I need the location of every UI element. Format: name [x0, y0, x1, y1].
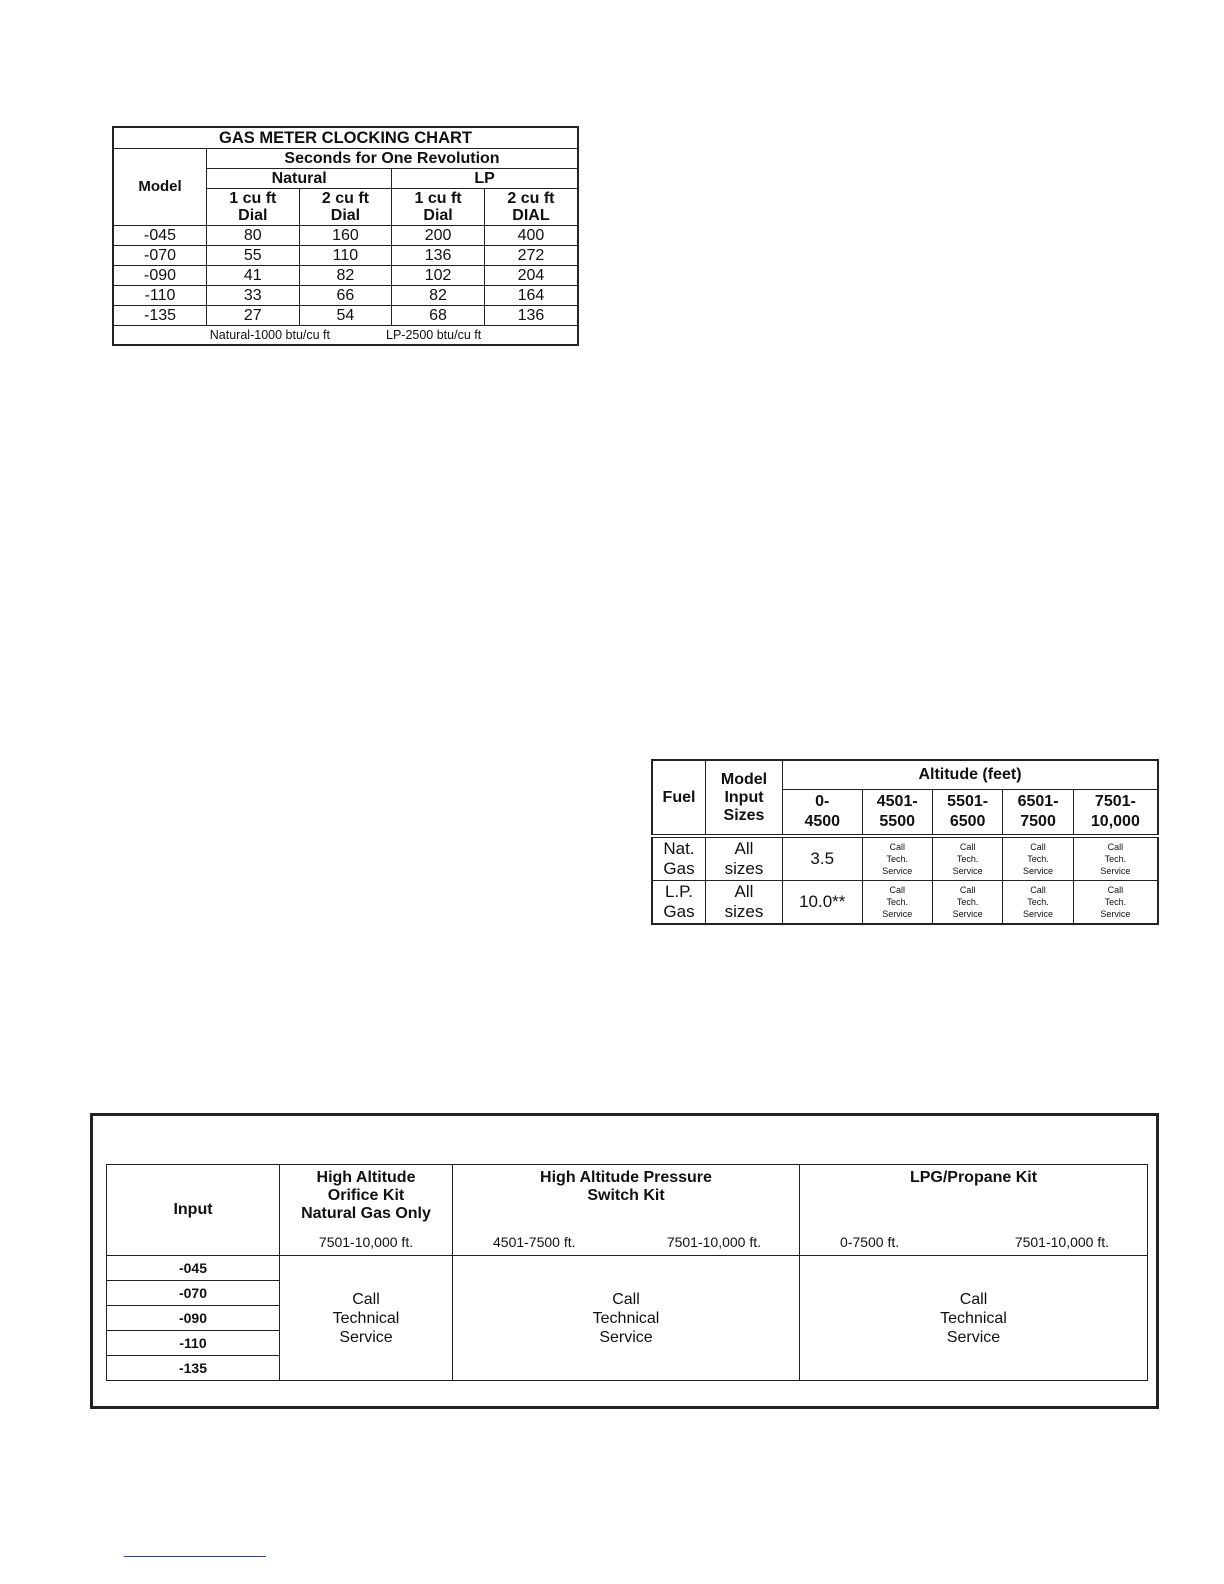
value-cell: 66 — [299, 286, 392, 306]
model-cell: -110 — [113, 286, 207, 306]
input-cell: -090 — [107, 1306, 280, 1331]
natural-btu-note: Natural-1000 btu/cu ft — [209, 328, 330, 342]
lp-btu-note: LP-2500 btu/cu ft — [386, 328, 482, 342]
value-cell: 136 — [392, 246, 485, 266]
high-altitude-kit-table — [106, 1164, 1148, 1381]
table-row — [113, 286, 578, 306]
altitude-range-header: 0- 4500 — [783, 790, 863, 837]
table-row — [113, 266, 578, 286]
dial-header: 2 cu ft Dial — [299, 189, 392, 226]
input-cell: -110 — [107, 1331, 280, 1356]
call-tech-service: Call Tech. Service — [862, 880, 932, 924]
pressure-value: 10.0** — [783, 880, 863, 924]
input-cell: -045 — [107, 1256, 280, 1281]
table-row — [652, 836, 1158, 880]
value-cell: 55 — [207, 246, 300, 266]
fuel-cell: L.P. Gas — [652, 880, 706, 924]
chart-title: GAS METER CLOCKING CHART — [113, 127, 578, 149]
model-input-sizes-header: Model Input Sizes — [706, 760, 783, 836]
lp-header: LP — [392, 169, 578, 189]
table-row — [113, 226, 578, 246]
value-cell: 136 — [484, 306, 578, 326]
value-cell: 102 — [392, 266, 485, 286]
input-cell: -070 — [107, 1281, 280, 1306]
value-cell: 164 — [484, 286, 578, 306]
call-technical-service: Call Technical Service — [280, 1256, 453, 1381]
call-tech-service: Call Tech. Service — [1073, 836, 1158, 880]
model-cell: -135 — [113, 306, 207, 326]
value-cell: 82 — [299, 266, 392, 286]
value-cell: 160 — [299, 226, 392, 246]
pressure-switch-kit-header: High Altitude Pressure Switch Kit — [453, 1165, 800, 1230]
model-cell: -070 — [113, 246, 207, 266]
pressure-ranges: 4501-7500 ft. 7501-10,000 ft. — [453, 1229, 800, 1256]
chart-footnote — [113, 326, 578, 346]
table-row — [113, 246, 578, 266]
altitude-range-header: 4501- 5500 — [862, 790, 932, 837]
fuel-cell: Nat. Gas — [652, 836, 706, 880]
altitude-header: Altitude (feet) — [783, 760, 1159, 790]
input-cell: -135 — [107, 1356, 280, 1381]
gas-meter-clocking-chart — [112, 126, 579, 346]
altitude-pressure-table — [651, 759, 1159, 925]
value-cell: 272 — [484, 246, 578, 266]
value-cell: 82 — [392, 286, 485, 306]
high-altitude-kit-panel — [90, 1113, 1159, 1409]
call-tech-service: Call Tech. Service — [1003, 836, 1073, 880]
model-cell: -045 — [113, 226, 207, 246]
altitude-range-header: 7501- 10,000 — [1073, 790, 1158, 837]
value-cell: 27 — [207, 306, 300, 326]
call-technical-service: Call Technical Service — [800, 1256, 1148, 1381]
lpg-propane-kit-header: LPG/Propane Kit — [800, 1165, 1148, 1230]
value-cell: 41 — [207, 266, 300, 286]
call-tech-service: Call Tech. Service — [932, 880, 1002, 924]
dial-header: 1 cu ft Dial — [207, 189, 300, 226]
dial-header: 1 cu ft Dial — [392, 189, 485, 226]
value-cell: 400 — [484, 226, 578, 246]
call-tech-service: Call Tech. Service — [862, 836, 932, 880]
model-header: Model — [113, 149, 207, 226]
call-tech-service: Call Tech. Service — [1073, 880, 1158, 924]
lpg-ranges: 0-7500 ft. 7501-10,000 ft. — [800, 1229, 1148, 1256]
altitude-range-header: 6501- 7500 — [1003, 790, 1073, 837]
table-row — [107, 1256, 1148, 1281]
call-technical-service: Call Technical Service — [453, 1256, 800, 1381]
table-row — [652, 880, 1158, 924]
call-tech-service: Call Tech. Service — [932, 836, 1002, 880]
seconds-header: Seconds for One Revolution — [207, 149, 579, 169]
value-cell: 200 — [392, 226, 485, 246]
orifice-kit-header: High Altitude Orifice Kit Natural Gas Only — [280, 1165, 453, 1230]
value-cell: 204 — [484, 266, 578, 286]
call-tech-service: Call Tech. Service — [1003, 880, 1073, 924]
value-cell: 54 — [299, 306, 392, 326]
table-row — [113, 306, 578, 326]
footer-rule — [124, 1556, 266, 1557]
dial-header: 2 cu ft DIAL — [484, 189, 578, 226]
natural-header: Natural — [207, 169, 392, 189]
sizes-cell: All sizes — [706, 836, 783, 880]
value-cell: 110 — [299, 246, 392, 266]
value-cell: 80 — [207, 226, 300, 246]
altitude-range-header: 5501- 6500 — [932, 790, 1002, 837]
sizes-cell: All sizes — [706, 880, 783, 924]
input-header: Input — [107, 1165, 280, 1256]
value-cell: 33 — [207, 286, 300, 306]
fuel-header: Fuel — [652, 760, 706, 836]
model-cell: -090 — [113, 266, 207, 286]
pressure-value: 3.5 — [783, 836, 863, 880]
orifice-range: 7501-10,000 ft. — [280, 1229, 453, 1256]
value-cell: 68 — [392, 306, 485, 326]
